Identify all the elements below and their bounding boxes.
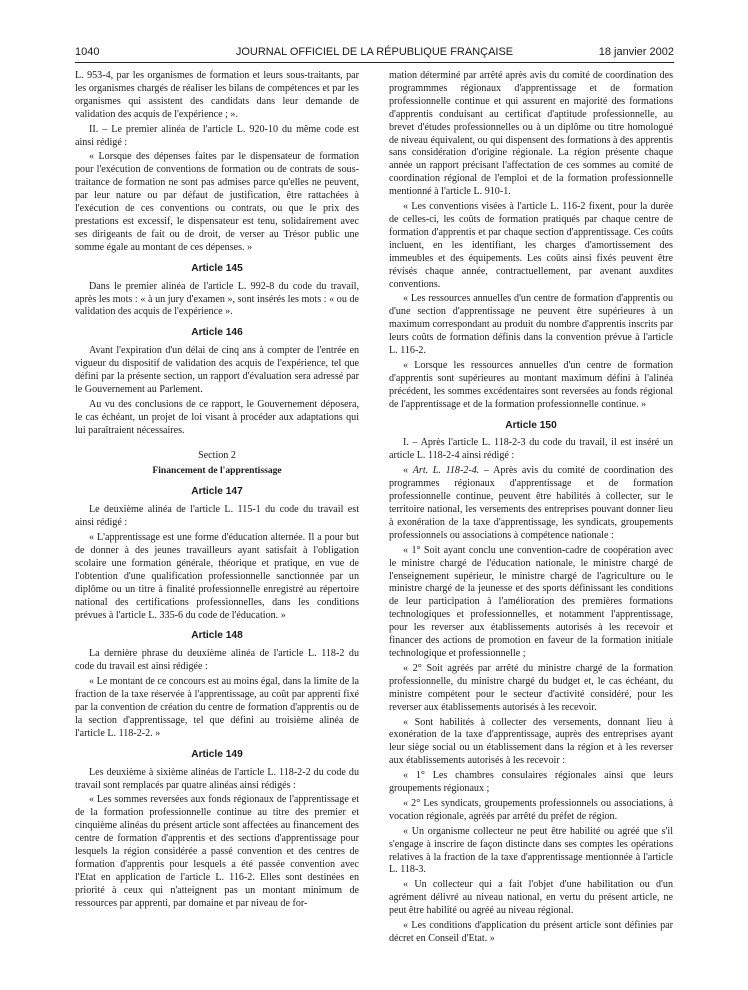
paragraph: L. 953-4, par les organismes de formation et leurs sous-traitants, par les organismes chargés de réaliser les bilans de compétences et par les organismes qui assistent des candidats dans leur demande de validation des acquis de l'expérience ; ». [75,70,359,120]
paragraph: « 2° Soit agréés par arrêté du ministre chargé de la formation professionnelle, du ministre chargé du budget et, le cas échéant, du ministre compétent pour le secteur d'activité considéré, pour les reverser aux établissements autorisés à les recevoir. [389,662,673,713]
article-heading: Article 150 [505,419,557,431]
quote-open: « [403,465,413,477]
paragraph: « Les sommes reversées aux fonds régionaux de l'apprentissage et de la formation professionnelle continue au titre des premier et cinquième alinéas du présent article sont affectées au financement des centre de formation d'apprentis et des sections d'apprentissage pour lesquels la région considérée a passé convention et des centres de formation d'apprentis pour lesquels a été passée convention avec l'Etat en application de l'article L. 116-2. Elles sont destinées en priorité à ceux qui n'atteignent pas un montant minimum de ressources par apprenti, par domaine et par niveau de for- [75,794,359,909]
section-title: Financement de l'apprentissage [152,465,282,477]
paragraph-text: – Après avis du comité de coordination des programmes régionaux d'apprentissage et de formation professionnelle continue, peuvent être habilités à collecter, sur le territoire national, les versements des entreprises pouvant donner lieu à exonération de la taxe d'apprentissage, les syndicats, groupements professionnels ou associations à compétence nationale : [389,465,673,541]
paragraph: « Sont habilités à collecter des versements, donnant lieu à exonération de la taxe d'apprentissage, auprès des entreprises ayant leur siège social ou un établissement dans la région et à les reverser aux établissements autorisés à les recevoir : [389,716,673,767]
left-column [75,70,359,913]
paragraph [389,465,673,542]
paragraph: Au vu des conclusions de ce rapport, le Gouvernement déposera, le cas échéant, un projet de loi visant à procéder aux adaptations qui lui paraîtraient nécessaires. [75,398,359,436]
article-heading: Article 148 [191,630,243,642]
paragraph: « 1° Soit ayant conclu une convention-cadre de coopération avec le ministre chargé de l'éducation nationale, le ministre chargé de l'enseignement supérieur, le ministre chargé de l'agriculture ou le ministre chargé de la jeunesse et des sports définissant les conditions de leur participation à l'amélioration des premières formations technologiques et professionnelles, et notamment l'apprentissage, pour les reverser aux établissements autorisés à les recevoir et financer des actions de promotion en faveur de la formation initiale technologique et professionnelle ; [389,544,673,659]
paragraph: « L'apprentissage est une forme d'éducation alternée. Il a pour but de donner à des jeunes travailleurs ayant satisfait à l'obligation scolaire une formation générale, théorique et pratique, en vue de l'obtention d'une qualification professionnelle sanctionnée par un diplôme ou un titre à finalité professionnelle enregistré au répertoire national des certifications professionnelles, dans les conditions prévues à l'article L. 335-6 du code de l'éducation. » [75,532,359,621]
paragraph: Le deuxième alinéa de l'article L. 115-1 du code du travail est ainsi rédigé : [75,504,359,529]
paragraph: mation déterminé par arrêté après avis du comité de coordination des programmmes régionaux d'apprentissage et de formation professionnelle continue et qui assurent en majorité des formations d'apprentis conduisant au certificat d'aptitude professionnelle, au brevet d'études professionnelles ou à un diplôme ou titre homologué de niveau équivalent, ou qui dispensent des formations à des apprentis sans considération d'origine régionale. La région présente chaque année un rapport précisant l'affectation de ces sommes au comité de coordination régional de l'emploi et de la formation professionnelle mentionné à l'article L. 910-1. [389,70,673,198]
publication-date: 18 janvier 2002 [598,46,674,58]
journal-title: JOURNAL OFFICIEL DE LA RÉPUBLIQUE FRANÇAISE [235,46,514,58]
paragraph: II. – Le premier alinéa de l'article L. 920-10 du même code est ainsi rédigé : [75,123,359,148]
paragraph: « Lorsque des dépenses faites par le dispensateur de formation pour l'exécution de conventions de formation ou de contrats de sous-traitance de formation ne sont pas admises parce qu'elles ne peuvent, par leur nature ou par défaut de justification, être rattachées à l'exécution de ces conventions ou contrats, ou que le prix des prestations est excessif, le dispensateur est tenu, solidairement avec ses dirigeants de fait ou de droit, de verser au Trésor public une somme égale au montant de ces dépenses. » [75,151,359,253]
page-header [75,44,674,63]
paragraph: « Les conditions d'application du présent article sont définies par décret en Conseil d'Etat. » [389,920,673,944]
paragraph: « Le montant de ce concours est au moins égal, dans la limite de la fraction de la taxe réservée à l'apprentissage, au coût par apprenti fixé par la convention de création du centre de formation d'apprentis ou de la section d'apprentissage, tel que défini au troisième alinéa de l'article L. 118-2-2. » [75,676,359,739]
paragraph: « Les ressources annuelles d'un centre de formation d'apprentis ou d'une section d'apprentissage ne peuvent être supérieures à un maximum correspondant au produit du nombre d'apprentis inscrits par leurs coûts de formation définis dans la convention prévue à l'article L. 116-2. [389,293,673,357]
paragraph: « Lorsque les ressources annuelles d'un centre de formation d'apprentis sont supérieures au montant maximum défini à l'alinéa précédent, les sommes excédentaires sont reversées au fonds régional de l'apprentissage et de la formation professionnelle continue. » [389,359,673,410]
article-heading: Article 146 [191,327,243,339]
paragraph: « Un collecteur qui a fait l'objet d'une habilitation ou d'un agrément délivré au niveau national, en vertu du présent article, ne peut être habilité ou agréé au niveau régional. [389,879,673,917]
paragraph: « 2° Les syndicats, groupements professionnels ou associations, à vocation régionale, agréés par arrêté du préfet de région. [389,797,673,822]
article-heading: Article 149 [191,748,243,760]
paragraph: Avant l'expiration d'un délai de cinq ans à compter de l'entrée en vigueur du dispositif de validation des acquis de l'expérience, tel que défini par la présente section, un rapport d'évaluation sera adressé par le Gouvernement au Parlement. [75,345,359,395]
article-reference: Art. L. 118-2-4. [412,465,480,477]
right-column [389,70,673,948]
section-heading: Section 2 [198,449,236,461]
article-heading: Article 147 [191,486,243,498]
paragraph: I. – Après l'article L. 118-2-3 du code du travail, il est inséré un article L. 118-2-4 ainsi rédigé : [389,437,673,462]
paragraph: « Les conventions visées à l'article L. 116-2 fixent, pour la durée de celles-ci, les coûts de formation pratiqués par chaque centre de formation d'apprentis et par chaque section d'apprentissage. Ces coûts incluent, en les identifiant, les charges d'amortissement des immeubles et des équipements. Les coûts ainsi fixés peuvent être révisés chaque année, contractuellement, par avenant auxdites conventions. [389,201,673,290]
paragraph: « Un organisme collecteur ne peut être habilité ou agréé que s'il s'engage à inscrire de façon distincte dans ses comptes les opérations relatives à la fraction de la taxe d'apprentissage mentionnée à l'article L. 118-3. [389,825,673,876]
paragraph: La dernière phrase du deuxième alinéa de l'article L. 118-2 du code du travail est ainsi rédigée : [75,648,359,673]
paragraph: Dans le premier alinéa de l'article L. 992-8 du code du travail, après les mots : « à un jury d'examen », sont insérés les mots : « ou de validation des acquis de l'expérience ». [75,280,359,318]
paragraph: Les deuxième à sixième alinéas de l'article L. 118-2-2 du code du travail sont remplacés par quatre alinéas ainsi rédigés : [75,766,359,791]
article-heading: Article 145 [191,262,243,274]
paragraph: « 1° Les chambres consulaires régionales ainsi que leurs groupements régionaux ; [389,770,673,795]
page-number: 1040 [75,46,100,58]
